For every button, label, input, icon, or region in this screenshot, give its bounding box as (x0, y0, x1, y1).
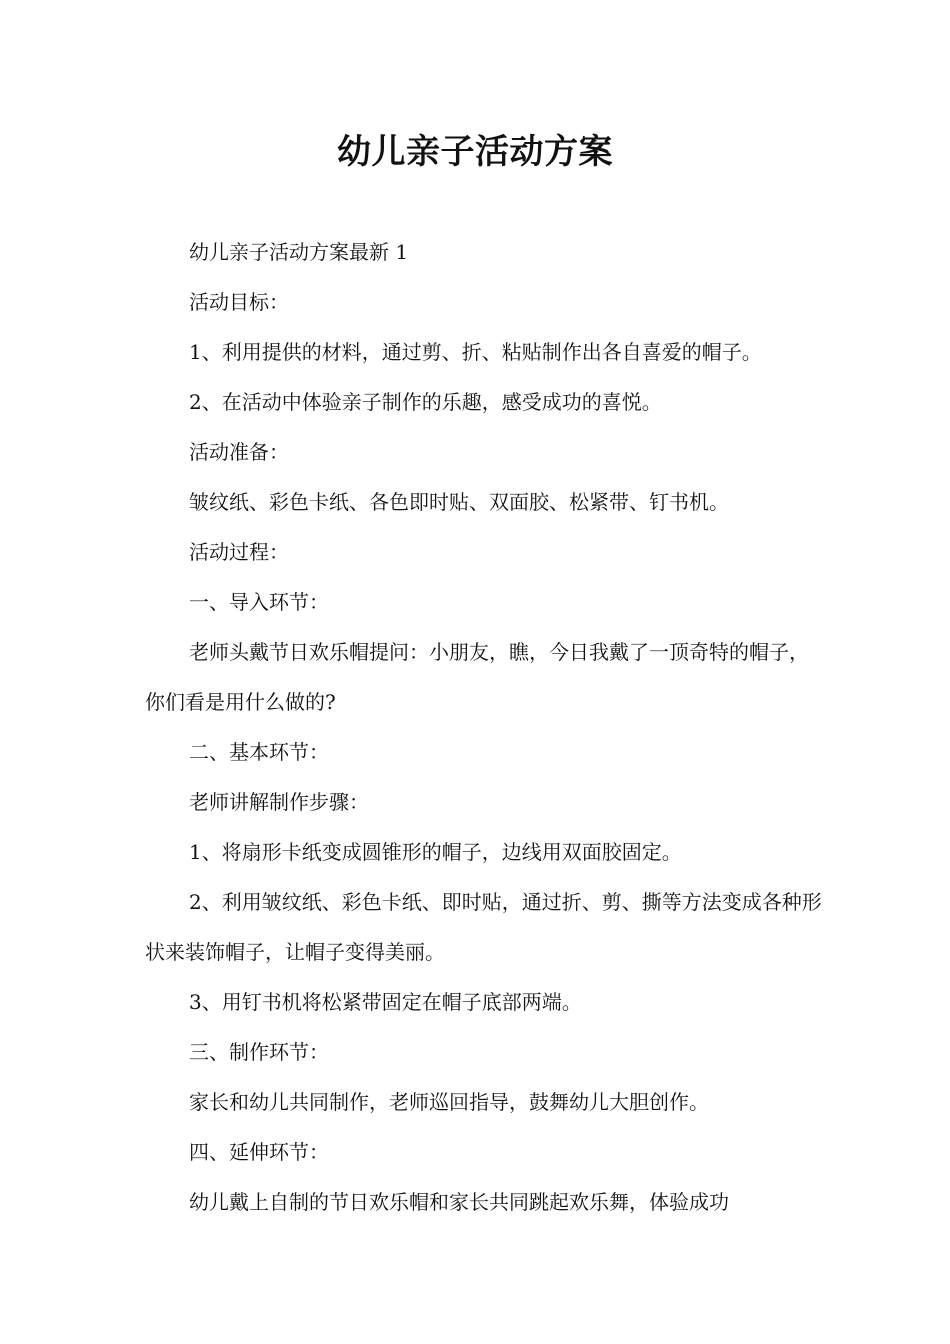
paragraph-intro-question: 老师头戴节日欢乐帽提问：小朋友，瞧，今日我戴了一顶奇特的帽子，你们看是用什么做的? (145, 640, 809, 714)
paragraph-section-intro: 一、导入环节： (189, 590, 329, 614)
paragraph-making-text: 家长和幼儿共同制作，老师巡回指导，鼓舞幼儿大胆创作。 (189, 1090, 709, 1114)
paragraph-steps-heading: 老师讲解制作步骤： (189, 790, 369, 814)
paragraph-step-1: 1、将扇形卡纸变成圆锥形的帽子，边线用双面胶固定。 (189, 840, 682, 864)
paragraph-heading-goals: 活动目标： (189, 290, 289, 314)
paragraph-heading-preparation: 活动准备： (189, 440, 289, 464)
paragraph-section-basic: 二、基本环节： (189, 740, 329, 764)
paragraph-step-2: 2、利用皱纹纸、彩色卡纸、即时贴，通过折、剪、撕等方法变成各种形状来装饰帽子，让帽子变得美丽。 (145, 890, 822, 964)
paragraph-section-making: 三、制作环节： (189, 1040, 329, 1064)
paragraph-heading-process: 活动过程： (189, 540, 289, 564)
paragraph-subtitle: 幼儿亲子活动方案最新 1 (189, 240, 409, 264)
paragraph-goal-2: 2、在活动中体验亲子制作的乐趣，感受成功的喜悦。 (189, 390, 662, 414)
paragraph-extension-text: 幼儿戴上自制的节日欢乐帽和家长共同跳起欢乐舞，体验成功 (189, 1190, 729, 1214)
paragraph-section-extension: 四、延伸环节： (189, 1140, 329, 1164)
paragraph-step-3: 3、用钉书机将松紧带固定在帽子底部两端。 (189, 990, 582, 1014)
paragraph-goal-1: 1、利用提供的材料，通过剪、折、粘贴制作出各自喜爱的帽子。 (189, 340, 762, 364)
paragraph-materials: 皱纹纸、彩色卡纸、各色即时贴、双面胶、松紧带、钉书机。 (189, 490, 729, 514)
document-title: 幼儿亲子活动方案 (337, 132, 613, 172)
document-body (145, 227, 825, 1227)
